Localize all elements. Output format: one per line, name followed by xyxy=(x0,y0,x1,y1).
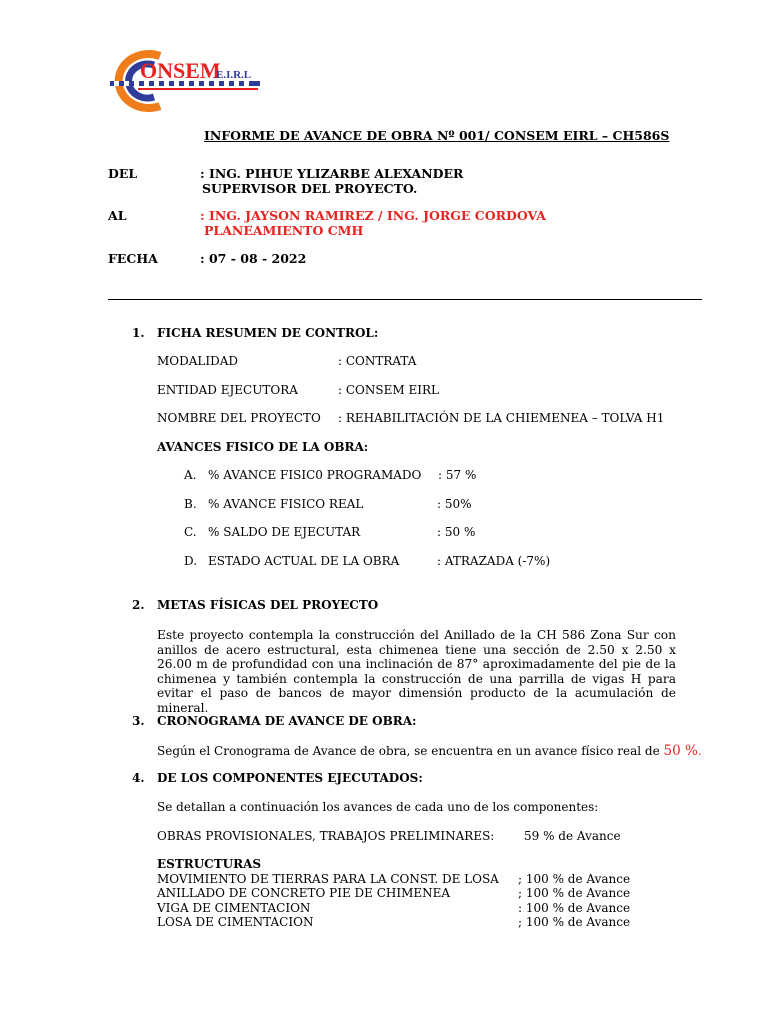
estructuras-title: ESTRUCTURAS xyxy=(157,857,262,871)
row-entidad-value: : CONSEM EIRL xyxy=(338,383,439,397)
item-a-label: % AVANCE FISIC0 PROGRAMADO xyxy=(208,468,422,482)
section3-number: 3. xyxy=(132,714,145,728)
section2-title: METAS FÍSICAS DEL PROYECTO xyxy=(157,598,379,612)
al-line1: : ING. JAYSON RAMIREZ / ING. JORGE CORDOVA xyxy=(200,208,546,223)
row-entidad-label: ENTIDAD EJECUTORA xyxy=(157,383,298,397)
del-line1: : ING. PIHUE YLIZARBE ALEXANDER xyxy=(200,166,464,181)
item-d-label: ESTADO ACTUAL DE LA OBRA xyxy=(208,554,400,568)
del-label: DEL xyxy=(108,166,138,181)
fecha-value: : 07 - 08 - 2022 xyxy=(200,251,307,266)
section3-end: . xyxy=(697,744,702,758)
item-c-label: % SALDO DE EJECUTAR xyxy=(208,525,361,539)
fecha-label: FECHA xyxy=(108,251,158,266)
section4-number: 4. xyxy=(132,771,145,785)
item-c-value: : 50 % xyxy=(437,525,476,539)
section3-title: CRONOGRAMA DE AVANCE DE OBRA: xyxy=(157,714,417,728)
row-modalidad-value: : CONTRATA xyxy=(338,354,417,368)
item-b-value: : 50% xyxy=(437,497,472,511)
section3-text-line xyxy=(157,743,702,759)
avances-subtitle: AVANCES FISICO DE LA OBRA: xyxy=(157,440,369,454)
section4-intro: Se detallan a continuación los avances de cada uno de los componentes: xyxy=(157,800,599,814)
item-a-letter: A. xyxy=(184,468,197,482)
estructura-4-label: LOSA DE CIMENTACION xyxy=(157,915,314,929)
section4-title: DE LOS COMPONENTES EJECUTADOS: xyxy=(157,771,423,785)
item-a-value: : 57 % xyxy=(438,468,477,482)
row-modalidad-label: MODALIDAD xyxy=(157,354,239,368)
section2-number: 2. xyxy=(132,598,145,612)
report-title: INFORME DE AVANCE DE OBRA Nº 001/ CONSEM EIRL – CH586S xyxy=(204,128,670,143)
section1-title: FICHA RESUMEN DE CONTROL: xyxy=(157,326,379,340)
section3-highlight: 50 % xyxy=(663,743,698,759)
estructura-2-label: ANILLADO DE CONCRETO PIE DE CHIMENEA xyxy=(157,886,451,900)
logo-word: ONSEM xyxy=(140,58,221,83)
section3-text: Según el Cronograma de Avance de obra, se encuentra en un avance físico real de xyxy=(157,744,664,758)
estructura-1-label: MOVIMIENTO DE TIERRAS PARA LA CONST. DE LOSA xyxy=(157,872,499,886)
section1-number: 1. xyxy=(132,326,145,340)
company-logo xyxy=(108,48,278,112)
header-divider xyxy=(108,299,702,300)
item-b-label: % AVANCE FISICO REAL xyxy=(208,497,364,511)
consem-logo-icon xyxy=(108,48,278,112)
row-proyecto-value: : REHABILITACIÓN DE LA CHIEMENEA – TOLVA H1 xyxy=(338,411,665,425)
item-d-value: : ATRAZADA (-7%) xyxy=(437,554,551,568)
provisional-value: 59 % de Avance xyxy=(524,829,621,843)
al-label: AL xyxy=(108,208,127,223)
provisional-label: OBRAS PROVISIONALES, TRABAJOS PRELIMINARES: xyxy=(157,829,495,843)
estructura-3-value: : 100 % de Avance xyxy=(518,901,631,915)
item-c-letter: C. xyxy=(184,525,197,539)
row-proyecto-label: NOMBRE DEL PROYECTO xyxy=(157,411,321,425)
section2-paragraph: Este proyecto contempla la construcción del Anillado de la CH 586 Zona Sur con anillos de acero estructural, esta chimenea tiene una sección de 2.50 x 2.50 x 26.00 m de profundidad con una inclinación de 87° aproximadamente del pie de la chimenea y también contempla la construcción de una parrilla de vigas H para evitar el paso de bancos de mayor dimensión producto de la acumulación de mineral. xyxy=(157,628,676,715)
estructura-4-value: ; 100 % de Avance xyxy=(518,915,631,929)
al-line2: PLANEAMIENTO CMH xyxy=(204,223,364,238)
item-b-letter: B. xyxy=(184,497,197,511)
estructura-2-value: ; 100 % de Avance xyxy=(518,886,631,900)
estructura-1-value: ; 100 % de Avance xyxy=(518,872,631,886)
logo-suffix: E.I.R.L xyxy=(216,69,252,81)
del-line2: SUPERVISOR DEL PROYECTO. xyxy=(202,181,418,196)
item-d-letter: D. xyxy=(184,554,198,568)
estructura-3-label: VIGA DE CIMENTACION xyxy=(157,901,311,915)
